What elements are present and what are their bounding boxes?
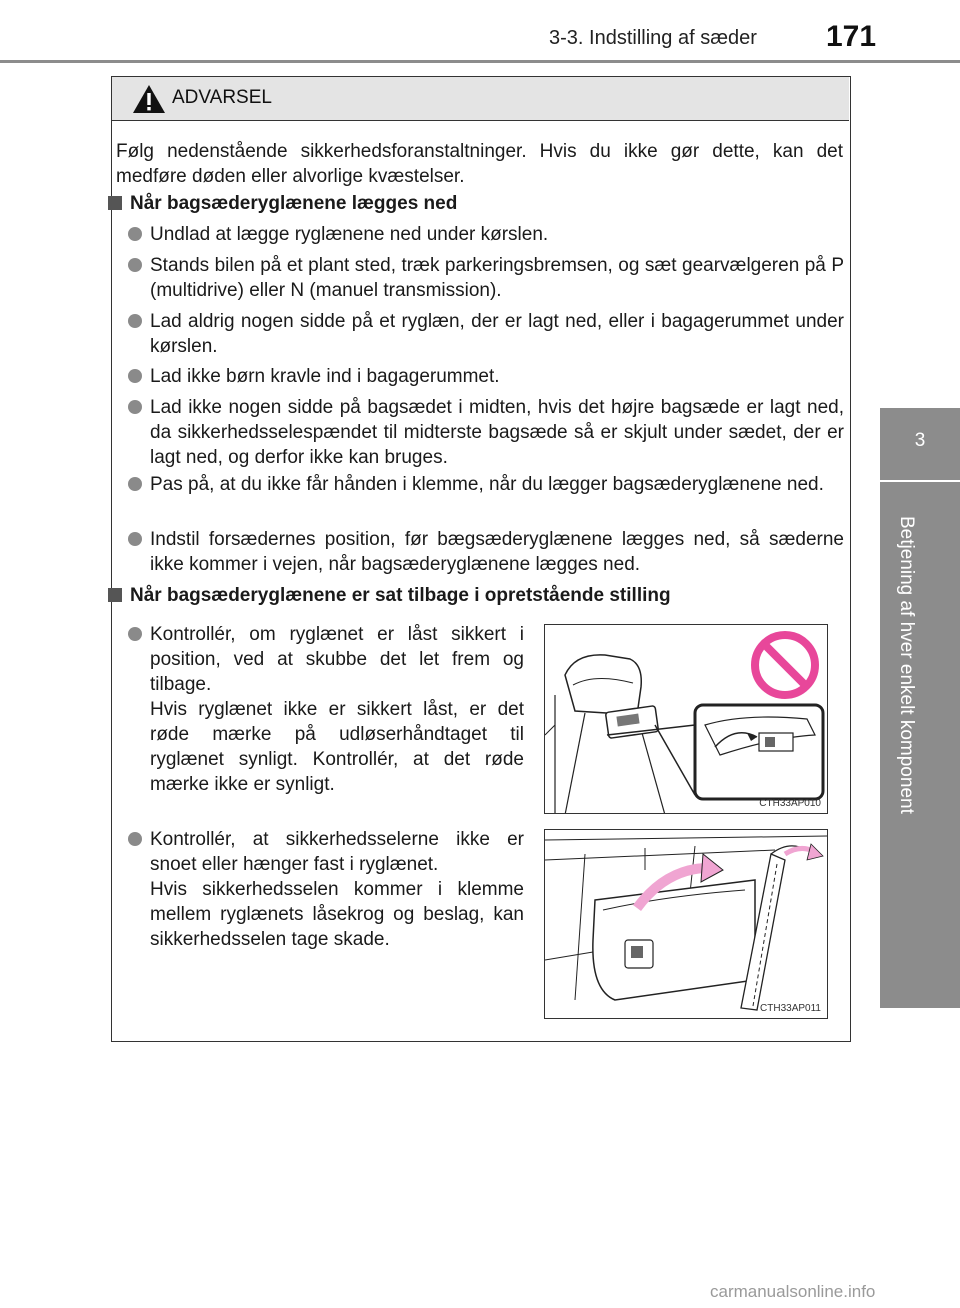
- list-item: Lad aldrig nogen sidde på et ryglæn, der er lagt ned, eller i bagagerummet under kørslen.: [128, 309, 844, 359]
- round-bullet-icon: [128, 400, 142, 414]
- list-item: Stands bilen på et plant sted, træk parkeringsbremsen, og sæt gearvælgeren på P (multidrive) eller N (manuel transmission).: [128, 253, 844, 303]
- seat-lock-illustration: [545, 625, 828, 814]
- seatbelt-illustration: [545, 830, 828, 1019]
- warning-header: [112, 77, 849, 121]
- watermark: carmanualsonline.info: [710, 1282, 876, 1301]
- illustration-seat-lock: [544, 624, 828, 814]
- list-item: Kontrollér, at sikkerhedsselerne ikke er snoet eller hænger fast i ryglænet. Hvis sikkerhedsselen kommer i klemme mellem ryglænets låsekrog og beslag, kan sikkerhedsselen tage skade.: [128, 827, 524, 952]
- round-bullet-icon: [128, 477, 142, 491]
- round-bullet-icon: [128, 532, 142, 546]
- header-rule: [0, 60, 960, 63]
- list-item: Indstil forsædernes position, før bægsæderyglænene lægges ned, så sæderne ikke kommer i vejen, når bagsæderyglænene lægges ned.: [128, 527, 844, 577]
- round-bullet-icon: [128, 258, 142, 272]
- list-item: Lad ikke børn kravle ind i bagagerummet.: [128, 364, 844, 389]
- section-heading: Når bagsæderyglænene lægges ned: [108, 191, 457, 216]
- square-bullet-icon: [108, 196, 122, 210]
- section-title: 3-3. Indstilling af sæder: [549, 27, 757, 49]
- chapter-title: Betjening af hver enkelt komponent: [896, 516, 917, 814]
- list-item: Kontrollér, om ryglænet er låst sikkert i position, ved at skubbe det let frem og tilbage. Hvis ryglænet ikke er sikkert låst, er det røde mærke på udløserhåndtaget til ryglænet synligt. Kontrollér, at det røde mærke ikke er synligt.: [128, 622, 524, 797]
- round-bullet-icon: [128, 627, 142, 641]
- round-bullet-icon: [128, 369, 142, 383]
- figure-code: CTH33AP010: [759, 798, 821, 809]
- warning-box: [111, 76, 851, 1042]
- chapter-tab-divider: [880, 480, 960, 482]
- warning-title: ADVARSEL: [172, 87, 272, 108]
- list-item: Pas på, at du ikke får hånden i klemme, når du lægger bagsæderyglænene ned.: [128, 472, 844, 497]
- round-bullet-icon: [128, 314, 142, 328]
- square-bullet-icon: [108, 588, 122, 602]
- round-bullet-icon: [128, 227, 142, 241]
- figure-code: CTH33AP011: [760, 1003, 821, 1014]
- illustration-seatbelt: [544, 829, 828, 1019]
- section-heading: Når bagsæderyglænene er sat tilbage i opretstående stilling: [108, 583, 671, 608]
- list-item: Undlad at lægge ryglænene ned under kørslen.: [128, 222, 844, 247]
- page-number: 171: [826, 20, 877, 53]
- round-bullet-icon: [128, 832, 142, 846]
- warning-intro: Følg nedenstående sikkerhedsforanstaltninger. Hvis du ikke gør dette, kan det medføre døden eller alvorlige kvæstelser.: [116, 141, 843, 187]
- chapter-number: 3: [914, 430, 926, 451]
- warning-triangle-icon: [132, 84, 166, 114]
- chapter-tab: [880, 408, 960, 1008]
- list-item: Lad ikke nogen sidde på bagsædet i midten, hvis det højre bagsæde er lagt ned, da sikkerhedsselespændet til midterste bagsæde så er skjult under sædet, der er lagt ned, og derfor ikke kan bruges.: [128, 395, 844, 470]
